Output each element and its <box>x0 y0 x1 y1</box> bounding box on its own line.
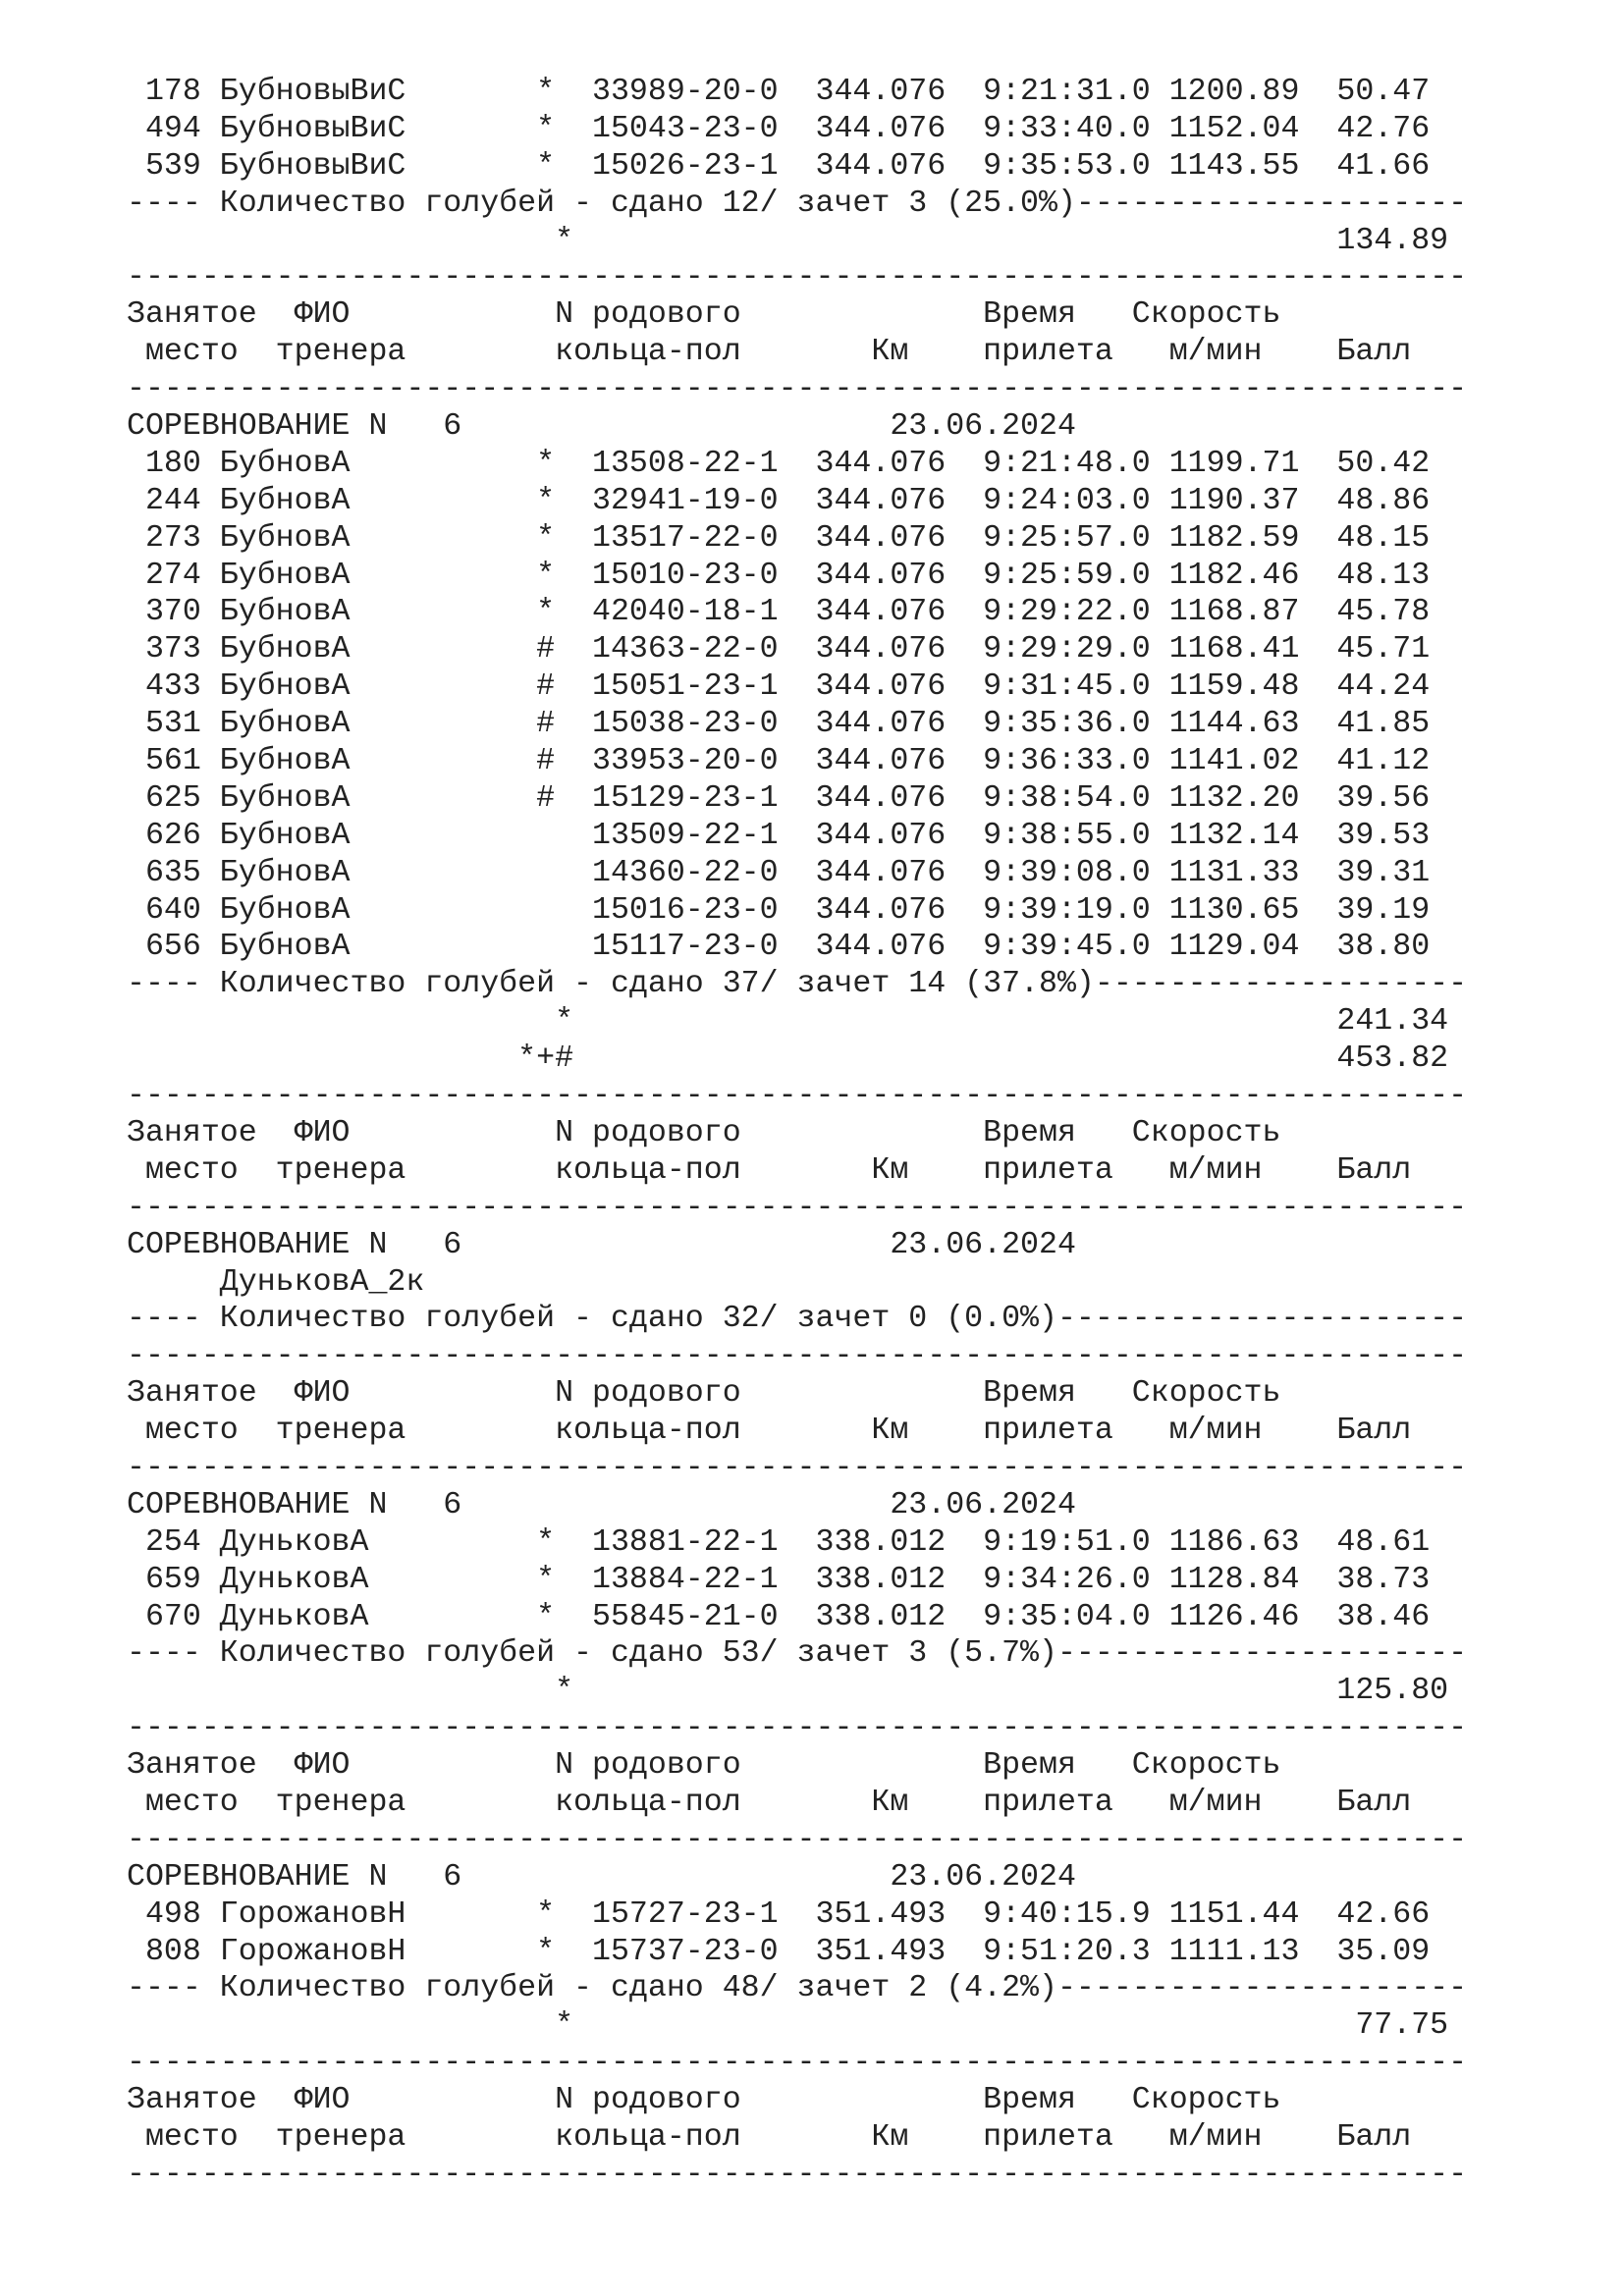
separator-line: ------------------------------------------------------------------------ <box>127 1450 1468 1485</box>
summary-line: ---- Количество голубей - сдано 32/ зачет 0 (0.0%)---------------------- <box>127 1302 1468 1337</box>
results-printout <box>127 74 1467 2194</box>
separator-line: ------------------------------------------------------------------------ <box>127 1079 1468 1114</box>
result-row: 539 БубновыВиС * 15026-23-1 344.076 9:35:53.0 1143.55 41.66 <box>127 148 1431 184</box>
result-row: 254 ДуньковA * 13881-22-1 338.012 9:19:51.0 1186.63 48.61 <box>127 1524 1431 1560</box>
separator-line: ------------------------------------------------------------------------ <box>127 1339 1468 1374</box>
competition-header: СОРЕВНОВАНИЕ N 6 23.06.2024 <box>127 1227 1076 1262</box>
result-row: 808 ГорожановН * 15737-23-0 351.493 9:51:20.3 1111.13 35.09 <box>127 1934 1431 1969</box>
competition-header: СОРЕВНОВАНИЕ N 6 23.06.2024 <box>127 1859 1076 1895</box>
result-row: 274 БубновA * 15010-23-0 344.076 9:25:59.0 1182.46 48.13 <box>127 558 1431 593</box>
result-row: 498 ГорожановН * 15727-23-1 351.493 9:40:15.9 1151.44 42.66 <box>127 1896 1431 1932</box>
column-header: Занятое ФИО N родового Время Скорость <box>127 297 1281 333</box>
column-header: Занятое ФИО N родового Время Скорость <box>127 1376 1281 1412</box>
result-row: 626 БубновA 13509-22-1 344.076 9:38:55.0 1132.14 39.53 <box>127 818 1431 853</box>
summary-line: ---- Количество голубей - сдано 37/ зачет 14 (37.8%)-------------------- <box>127 967 1468 1002</box>
summary-line: ---- Количество голубей - сдано 53/ зачет 3 (5.7%)---------------------- <box>127 1636 1468 1672</box>
text-line: ДуньковA_2к <box>127 1264 425 1300</box>
separator-line: ------------------------------------------------------------------------ <box>127 2157 1468 2192</box>
result-row: 640 БубновA 15016-23-0 344.076 9:39:19.0 1130.65 39.19 <box>127 892 1431 928</box>
result-row: 656 БубновA 15117-23-0 344.076 9:39:45.0 1129.04 38.80 <box>127 930 1431 965</box>
result-row: 373 БубновA # 14363-22-0 344.076 9:29:29.0 1168.41 45.71 <box>127 632 1431 667</box>
separator-line: ------------------------------------------------------------------------ <box>127 1822 1468 1857</box>
summary-line: ---- Количество голубей - сдано 48/ зачет 2 (4.2%)---------------------- <box>127 1971 1468 2006</box>
separator-line: ------------------------------------------------------------------------ <box>127 372 1468 407</box>
result-row: 370 БубновA * 42040-18-1 344.076 9:29:22.0 1168.87 45.78 <box>127 595 1431 630</box>
column-header: место тренера кольца-пол Км прилета м/мин Балл <box>127 1414 1412 1449</box>
result-row: 244 БубновA * 32941-19-0 344.076 9:24:03.0 1190.37 48.86 <box>127 483 1431 518</box>
score-total: * 77.75 <box>127 2008 1449 2044</box>
result-row: 494 БубновыВиС * 15043-23-0 344.076 9:33:40.0 1152.04 42.76 <box>127 111 1431 146</box>
score-total: * 241.34 <box>127 1004 1449 1040</box>
result-row: 273 БубновA * 13517-22-0 344.076 9:25:57.0 1182.59 48.15 <box>127 520 1431 556</box>
column-header: место тренера кольца-пол Км прилета м/мин Балл <box>127 1785 1412 1820</box>
column-header: место тренера кольца-пол Км прилета м/мин Балл <box>127 2119 1412 2155</box>
column-header: Занятое ФИО N родового Время Скорость <box>127 1115 1281 1150</box>
result-row: 625 БубновA # 15129-23-1 344.076 9:38:54.0 1132.20 39.56 <box>127 780 1431 816</box>
separator-line: ------------------------------------------------------------------------ <box>127 260 1468 295</box>
result-row: 635 БубновA 14360-22-0 344.076 9:39:08.0 1131.33 39.31 <box>127 855 1431 890</box>
result-row: 178 БубновыВиС * 33989-20-0 344.076 9:21:31.0 1200.89 50.47 <box>127 75 1431 109</box>
result-row: 433 БубновA # 15051-23-1 344.076 9:31:45.0 1159.48 44.24 <box>127 669 1431 705</box>
result-row: 659 ДуньковA * 13884-22-1 338.012 9:34:26.0 1128.84 38.73 <box>127 1562 1431 1597</box>
separator-line: ------------------------------------------------------------------------ <box>127 1190 1468 1225</box>
separator-line: ------------------------------------------------------------------------ <box>127 1711 1468 1746</box>
column-header: место тренера кольца-пол Км прилета м/мин Балл <box>127 1152 1412 1188</box>
result-row: 561 БубновA # 33953-20-0 344.076 9:36:33.0 1141.02 41.12 <box>127 744 1431 779</box>
score-total: * 125.80 <box>127 1674 1449 1709</box>
score-total: * 134.89 <box>127 223 1449 258</box>
summary-line: ---- Количество голубей - сдано 12/ зачет 3 (25.0%)--------------------- <box>127 186 1468 221</box>
competition-header: СОРЕВНОВАНИЕ N 6 23.06.2024 <box>127 409 1076 445</box>
result-row: 670 ДуньковA * 55845-21-0 338.012 9:35:04.0 1126.46 38.46 <box>127 1599 1431 1634</box>
score-total: *+# 453.82 <box>127 1041 1449 1077</box>
column-header: Занятое ФИО N родового Время Скорость <box>127 1748 1281 1784</box>
column-header: место тренера кольца-пол Км прилета м/мин Балл <box>127 335 1412 370</box>
separator-line: ------------------------------------------------------------------------ <box>127 2046 1468 2081</box>
result-row: 531 БубновA # 15038-23-0 344.076 9:35:36.0 1144.63 41.85 <box>127 707 1431 742</box>
column-header: Занятое ФИО N родового Время Скорость <box>127 2083 1281 2118</box>
competition-header: СОРЕВНОВАНИЕ N 6 23.06.2024 <box>127 1487 1076 1522</box>
result-row: 180 БубновA * 13508-22-1 344.076 9:21:48.0 1199.71 50.42 <box>127 446 1431 481</box>
